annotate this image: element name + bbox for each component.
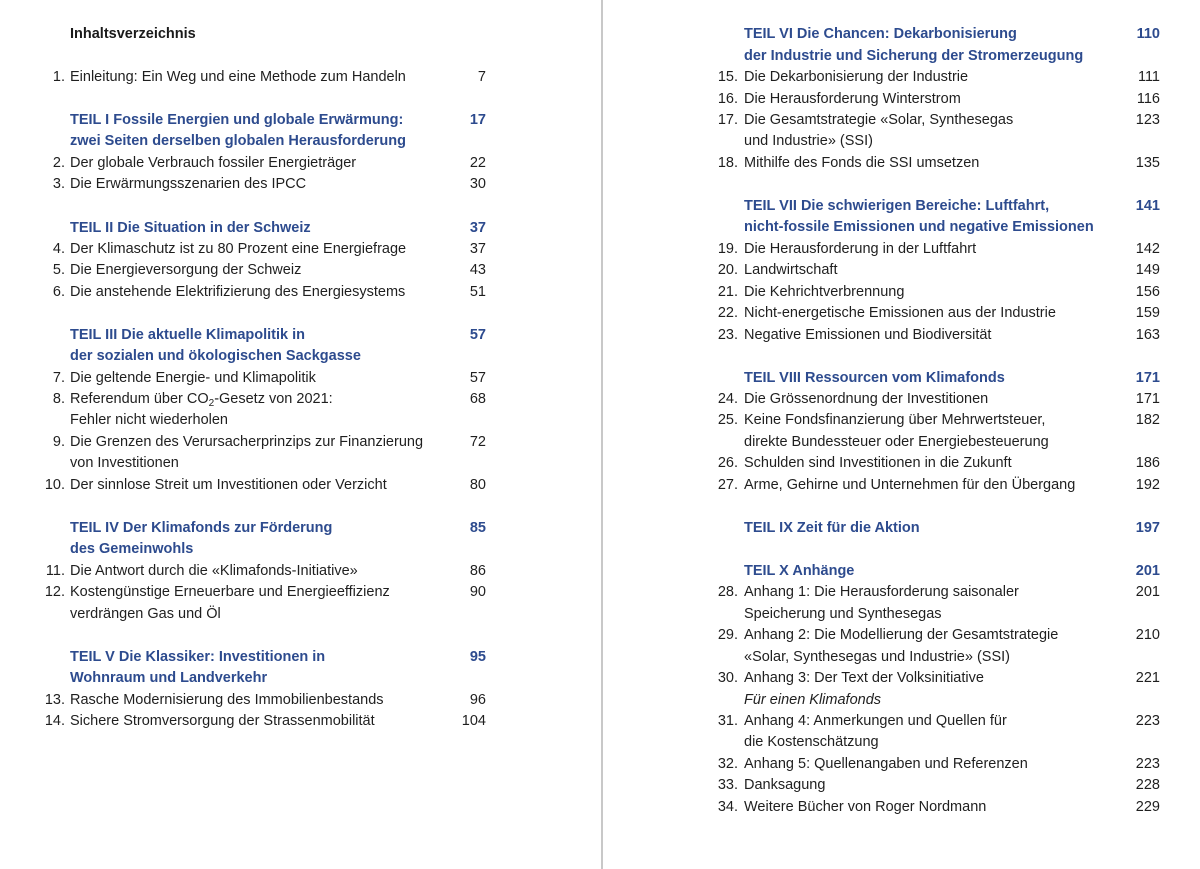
page-number: 192	[1135, 477, 1160, 493]
page-number: 159	[1135, 305, 1160, 321]
entry-number: 30.	[717, 670, 738, 686]
page-number: 7	[477, 69, 486, 85]
entry-number: 13.	[44, 692, 65, 708]
entry-title-part: -Gesetz von 2021:	[214, 391, 333, 407]
entry-title: Rasche Modernisierung des Immobilienbestands	[70, 692, 384, 708]
entry-number: 25.	[717, 412, 738, 428]
page-number: 135	[1135, 155, 1160, 171]
entry-title: Die Herausforderung in der Luftfahrt	[744, 241, 977, 257]
page-number: 229	[1135, 799, 1160, 815]
right-page	[603, 0, 1200, 869]
toc-heading: Inhaltsverzeichnis	[70, 26, 196, 42]
page-number: 96	[469, 692, 486, 708]
entry-number: 6.	[52, 284, 65, 300]
entry-number: 21.	[717, 284, 738, 300]
entry-number: 4.	[52, 241, 65, 257]
entry-title: Die anstehende Elektrifizierung des Energiesystems	[70, 284, 406, 300]
page-number: 30	[469, 176, 486, 192]
page-number: 57	[469, 327, 486, 343]
entry-number: 17.	[717, 112, 738, 128]
entry-title: Einleitung: Ein Weg und eine Methode zum Handeln	[70, 69, 406, 85]
page-number: 149	[1135, 262, 1160, 278]
page-number: 141	[1135, 198, 1160, 214]
entry-title: Für einen Klimafonds	[744, 692, 882, 708]
page-number: 85	[469, 520, 486, 536]
entry-title: Anhang 1: Die Herausforderung saisonaler	[744, 584, 1019, 600]
page-number: 104	[461, 713, 486, 729]
entry-number: 19.	[717, 241, 738, 257]
entry-title: Danksagung	[744, 777, 826, 793]
page-number: 182	[1135, 412, 1160, 428]
entry-title: Weitere Bücher von Roger Nordmann	[744, 799, 987, 815]
entry-number: 28.	[717, 584, 738, 600]
part-title: TEIL VIII Ressourcen vom Klimafonds	[744, 370, 1005, 386]
entry-number: 15.	[717, 69, 738, 85]
page-number: 43	[469, 262, 486, 278]
entry-title: Die Herausforderung Winterstrom	[744, 91, 961, 107]
page-number: 123	[1135, 112, 1160, 128]
entry-title: Der sinnlose Streit um Investitionen oder Verzicht	[70, 477, 387, 493]
entry-title: Die Dekarbonisierung der Industrie	[744, 69, 969, 85]
page-number: 223	[1135, 756, 1160, 772]
entry-number: 24.	[717, 391, 738, 407]
entry-title: Anhang 5: Quellenangaben und Referenzen	[744, 756, 1028, 772]
page-number: 156	[1135, 284, 1160, 300]
entry-title: Mithilfe des Fonds die SSI umsetzen	[744, 155, 980, 171]
entry-title: Der Klimaschutz ist zu 80 Prozent eine Energiefrage	[70, 241, 407, 257]
entry-number: 5.	[52, 262, 65, 278]
page-number: 86	[469, 563, 486, 579]
page-number: 221	[1135, 670, 1160, 686]
entry-title: Arme, Gehirne und Unternehmen für den Übergang	[744, 477, 1076, 493]
entry-title: Die geltende Energie- und Klimapolitik	[70, 370, 316, 386]
entry-title: Fehler nicht wiederholen	[70, 412, 228, 428]
entry-title: Anhang 3: Der Text der Volksinitiative	[744, 670, 984, 686]
page-number: 201	[1135, 563, 1160, 579]
entry-number: 7.	[52, 370, 65, 386]
entry-number: 33.	[717, 777, 738, 793]
entry-title: Der globale Verbrauch fossiler Energieträger	[70, 155, 357, 171]
entry-number: 32.	[717, 756, 738, 772]
page-number: 116	[1136, 91, 1160, 107]
entry-number: 9.	[52, 434, 65, 450]
entry-number: 10.	[44, 477, 65, 493]
page-number: 228	[1135, 777, 1160, 793]
entry-title: und Industrie» (SSI)	[744, 133, 873, 149]
part-title: TEIL IX Zeit für die Aktion	[744, 520, 920, 536]
page-number: 171	[1135, 391, 1160, 407]
page-number: 17	[469, 112, 486, 128]
entry-title: Die Kehrichtverbrennung	[744, 284, 905, 300]
part-title: zwei Seiten derselben globalen Herausforderung	[70, 133, 406, 149]
part-title: TEIL I Fossile Energien und globale Erwärmung:	[70, 112, 404, 128]
page-number: 37	[469, 241, 486, 257]
entry-number: 29.	[717, 627, 738, 643]
part-title: TEIL III Die aktuelle Klimapolitik in	[70, 327, 306, 343]
entry-number: 16.	[717, 91, 738, 107]
entry-number: 27.	[717, 477, 738, 493]
entry-number: 8.	[52, 391, 65, 407]
page-number: 201	[1135, 584, 1160, 600]
entry-title: «Solar, Synthesegas und Industrie» (SSI)	[744, 649, 1010, 665]
page-number: 51	[469, 284, 486, 300]
subscript: 2	[208, 398, 215, 409]
entry-number: 12.	[44, 584, 65, 600]
part-title: nicht-fossile Emissionen und negative Emissionen	[744, 219, 1094, 235]
entry-title: Die Grössenordnung der Investitionen	[744, 391, 989, 407]
part-title: Wohnraum und Landverkehr	[70, 670, 268, 686]
part-title: der Industrie und Sicherung der Stromerzeugung	[744, 48, 1084, 64]
entry-title: Landwirtschaft	[744, 262, 838, 278]
entry-number: 1.	[52, 69, 65, 85]
entry-title: direkte Bundessteuer oder Energiebesteuerung	[744, 434, 1049, 450]
entry-title: Nicht-energetische Emissionen aus der Industrie	[744, 305, 1056, 321]
entry-number: 11.	[45, 563, 65, 579]
entry-title: Kostengünstige Erneuerbare und Energieeffizienz	[70, 584, 390, 600]
entry-title: Die Erwärmungsszenarien des IPCC	[70, 176, 307, 192]
entry-title: Die Antwort durch die «Klimafonds-Initiative»	[70, 563, 358, 579]
entry-number: 34.	[717, 799, 738, 815]
part-title: TEIL VII Die schwierigen Bereiche: Luftfahrt,	[744, 198, 1050, 214]
entry-title: Keine Fondsfinanzierung über Mehrwertsteuer,	[744, 412, 1046, 428]
page-number: 80	[469, 477, 486, 493]
page-number: 186	[1135, 455, 1160, 471]
entry-number: 14.	[44, 713, 65, 729]
entry-number: 3.	[52, 176, 65, 192]
page-number: 110	[1136, 26, 1160, 42]
entry-title: Negative Emissionen und Biodiversität	[744, 327, 992, 343]
page-number: 72	[469, 434, 486, 450]
entry-number: 22.	[717, 305, 738, 321]
page-number: 90	[469, 584, 486, 600]
entry-title: Speicherung und Synthesegas	[744, 606, 942, 622]
entry-title	[70, 389, 333, 410]
page-number: 171	[1135, 370, 1160, 386]
entry-title: Die Gesamtstrategie «Solar, Synthesegas	[744, 112, 1014, 128]
page-number: 223	[1135, 713, 1160, 729]
entry-title: verdrängen Gas und Öl	[70, 606, 221, 622]
page-number: 197	[1135, 520, 1160, 536]
part-title: TEIL VI Die Chancen: Dekarbonisierung	[744, 26, 1017, 42]
entry-title: Anhang 2: Die Modellierung der Gesamtstrategie	[744, 627, 1059, 643]
part-title: der sozialen und ökologischen Sackgasse	[70, 348, 361, 364]
part-title: des Gemeinwohls	[70, 541, 194, 557]
part-title: TEIL IV Der Klimafonds zur Förderung	[70, 520, 333, 536]
entry-title: Die Energieversorgung der Schweiz	[70, 262, 302, 278]
page-number: 95	[469, 649, 486, 665]
entry-title: Schulden sind Investitionen in die Zukunft	[744, 455, 1012, 471]
page-number: 68	[469, 391, 486, 407]
page-number: 163	[1135, 327, 1160, 343]
page-number: 37	[469, 220, 486, 236]
page-number: 57	[469, 370, 486, 386]
entry-title: von Investitionen	[70, 455, 179, 471]
entry-title: Anhang 4: Anmerkungen und Quellen für	[744, 713, 1007, 729]
entry-title: Die Grenzen des Verursacherprinzips zur Finanzierung	[70, 434, 424, 450]
entry-number: 20.	[717, 262, 738, 278]
page-number: 22	[469, 155, 486, 171]
entry-title: Sichere Stromversorgung der Strassenmobilität	[70, 713, 375, 729]
entry-number: 18.	[717, 155, 738, 171]
entry-number: 23.	[717, 327, 738, 343]
page-number: 142	[1135, 241, 1160, 257]
entry-number: 26.	[717, 455, 738, 471]
page-number: 210	[1135, 627, 1160, 643]
part-title: TEIL II Die Situation in der Schweiz	[70, 220, 311, 236]
entry-title-part: Referendum über CO	[70, 391, 209, 407]
part-title: TEIL X Anhänge	[744, 563, 855, 579]
page-number: 111	[1137, 69, 1160, 85]
part-title: TEIL V Die Klassiker: Investitionen in	[70, 649, 326, 665]
entry-number: 31.	[717, 713, 738, 729]
entry-number: 2.	[52, 155, 65, 171]
entry-title: die Kostenschätzung	[744, 734, 879, 750]
